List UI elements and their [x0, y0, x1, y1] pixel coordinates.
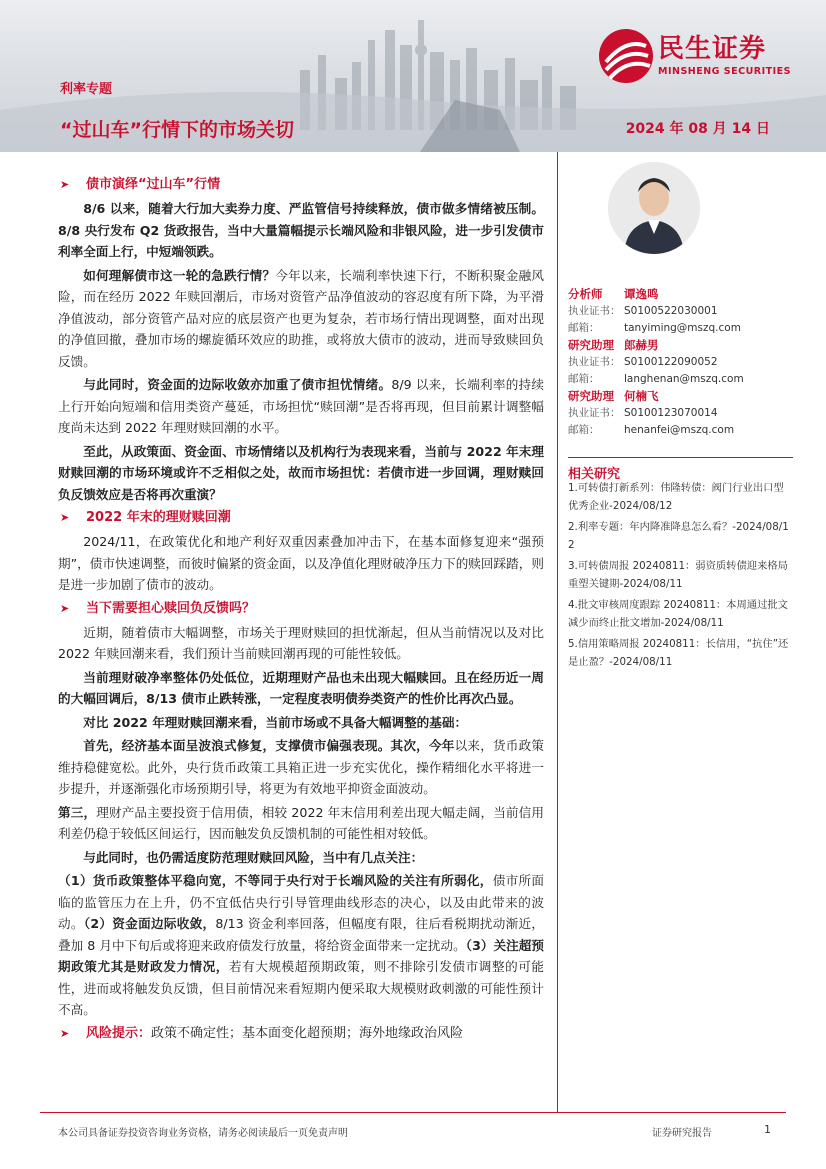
paragraph: 与此同时，资金面的边际收敛亦加重了债市担忧情绪。8/9 以来，长端利率的持续上行开始向短端和信用类资产蔓延，市场担忧“赎回潮”是否将再现，但目前累计调整幅度尚未达到 2022 年理财赎回潮的水平。 [58, 377, 544, 435]
logo-mark-icon [598, 28, 654, 84]
section-heading: ➤ 2022 年末的理财赎回潮 [58, 507, 544, 529]
analyst-email-row: 邮箱： tanyiming@mszq.com [568, 322, 741, 334]
paragraph: 近期，随着债市大幅调整，市场关于理财赎回的担忧渐起，但从当前情况以及对比 2022 年赎回潮来看，我们预计当前赎回潮再现的可能性较低。 [58, 624, 544, 661]
paragraph: 第三，理财产品主要投资于信用债，相较 2022 年末信用利差出现大幅走阔，当前信用利差仍稳于较低区间运行，因而触发负反馈机制的可能性相对较低。 [58, 804, 545, 841]
section-heading: ➤ 当下需要担心赎回负反馈吗？ [58, 598, 544, 620]
analyst-email-row: 邮箱： langhenan@mszq.com [568, 373, 744, 385]
analyst-cert-row: 执业证书： S0100522030001 [568, 305, 718, 317]
related-research-heading: 相关研究 [568, 457, 793, 482]
arrow-icon: ➤ [60, 511, 70, 524]
related-research-link[interactable]: 1.可转债打新系列：伟隆转债：阀门行业出口型优秀企业-2024/08/12 [568, 482, 784, 512]
paragraph: 至此，从政策面、资金面、市场情绪以及机构行为表现来看，当前与 2022 年末理财赎回潮的市场环境或许不乏相似之处，故而市场担忧：若债市进一步回调，理财赎回负反馈效应是否将再次重演？ [58, 443, 544, 502]
paragraph: （1）货币政策整体平稳向宽，不等同于央行对于长端风险的关注有所弱化，债市所面临的监管压力在上升，仍不宜低估央行引导管理曲线形态的决心，以及由此带来的波动。（2）资金面边际收敛，8/13 资金利率回落，但幅度有限，往后看税期扰动渐近，叠加 8 月中下旬后或将迎来政府债发行放量，将给资金面带来一定扰动。（3）关注超预期政策尤其是财政发力情况，若有大规模超预期政策，则不排除引发债市调整的可能性，进而或将触发负反馈，但目前情况来看短期内便采取大规模财政刺激的可能性预计不高。 [58, 873, 545, 1017]
paragraph: 与此同时，也仍需适度防范理财赎回风险，当中有几点关注： [83, 849, 424, 865]
analyst-title-row: 研究助理 何楠飞 [568, 389, 659, 403]
analyst-title-row: 分析师 谭逸鸣 [568, 287, 659, 301]
footer-disclaimer: 本公司具备证券投资咨询业务资格，请务必阅读最后一页免责声明 [58, 1128, 348, 1139]
report-category: 利率专题 [60, 82, 113, 97]
related-research-link[interactable]: 4.批文审核周度跟踪 20240811：本周通过批文减少而终止批文增加-2024/08/11 [568, 599, 788, 629]
paragraph: 如何理解债市这一轮的急跌行情？今年以来，长端利率快速下行，不断积聚金融风险，而在经历 2022 年赎回潮后，市场对资管产品净值波动的容忍度有所下降，为平滑净值波动，部分资管产品对应的底层资产也更为复杂，若市场行情出现调整，面对出现的净值回撤，叠加市场的螺旋循环效应的助推，或将放大债市的波动，进而导致赎回负反馈。 [58, 267, 545, 369]
paragraph: 8/6 以来，随着大行加大卖券力度、严监管信号持续释放，债市做多情绪被压制。8/8 央行发布 Q2 货政报告，当中大量篇幅提示长端风险和非银风险，进一步引发债市利率全面上行，中短端领跌。 [58, 201, 544, 259]
paragraph: 2024/11，在政策优化和地产利好双重因素叠加冲击下，在基本面修复迎来“强预期”，债市快速调整，而彼时偏紧的资金面，以及净值化理财破净压力下的赎回踩踏，则是进一步加剧了债市的波动。 [58, 534, 544, 592]
related-research-link[interactable]: 2.利率专题：年内降准降息怎么看？-2024/08/12 [568, 521, 789, 551]
analyst-photo [608, 162, 700, 254]
analyst-cert-row: 执业证书： S0100123070014 [568, 407, 718, 419]
related-research-link[interactable]: 5.信用策略周报 20240811：长信用，“抗住”还是止盈？-2024/08/11 [568, 638, 789, 668]
header-banner [0, 0, 826, 152]
paragraph: 当前理财破净率整体仍处低位，近期理财产品也未出现大幅赎回。且在经历近一周的大幅回调后，8/13 债市止跌转涨，一定程度表明债券类资产的性价比再次凸显。 [58, 669, 544, 706]
column-divider [557, 152, 558, 1112]
footer-report-type: 证券研究报告 [652, 1128, 712, 1139]
related-research-link[interactable]: 3.可转债周报 20240811：弱资质转债迎来格局重塑关键期-2024/08/11 [568, 560, 788, 590]
analyst-cert-row: 执业证书： S0100122090052 [568, 356, 718, 368]
logo-text-cn: 民生证券 [658, 34, 767, 64]
analyst-email-row: 邮箱： henanfei@mszq.com [568, 424, 735, 436]
company-logo [598, 28, 808, 84]
analyst-info [568, 286, 793, 439]
footer-divider [40, 1112, 786, 1113]
report-date: 2024 年 08 月 14 日 [625, 121, 770, 137]
analyst-title-row: 研究助理 郎赫男 [568, 338, 659, 352]
page-number: 1 [764, 1123, 771, 1136]
report-title: “过山车”行情下的市场关切 [60, 119, 294, 141]
paragraph: 对比 2022 年理财赎回潮来看，当前市场或不具备大幅调整的基础： [83, 714, 468, 730]
main-content [58, 174, 544, 1047]
arrow-icon: ➤ [60, 601, 70, 615]
related-research-list [568, 480, 793, 675]
logo-text-en: MINSHENG SECURITIES [658, 66, 791, 77]
section-heading: ➤ 债市演绎“过山车”行情 [58, 174, 544, 196]
risk-warning: ➤ 风险提示：政策不确定性；基本面变化超预期；海外地缘政治风险 [58, 1023, 544, 1045]
paragraph: 首先，经济基本面呈波浪式修复，支撑债市偏强表现。其次，今年以来，货币政策维持稳健宽松。此外，央行货币政策工具箱正进一步充实优化，操作精细化水平将进一步提升，并逐渐强化市场预期引导，将更为有效地平抑资金面波动。 [58, 738, 545, 796]
arrow-icon: ➤ [60, 1026, 70, 1040]
arrow-icon: ➤ [60, 178, 70, 191]
